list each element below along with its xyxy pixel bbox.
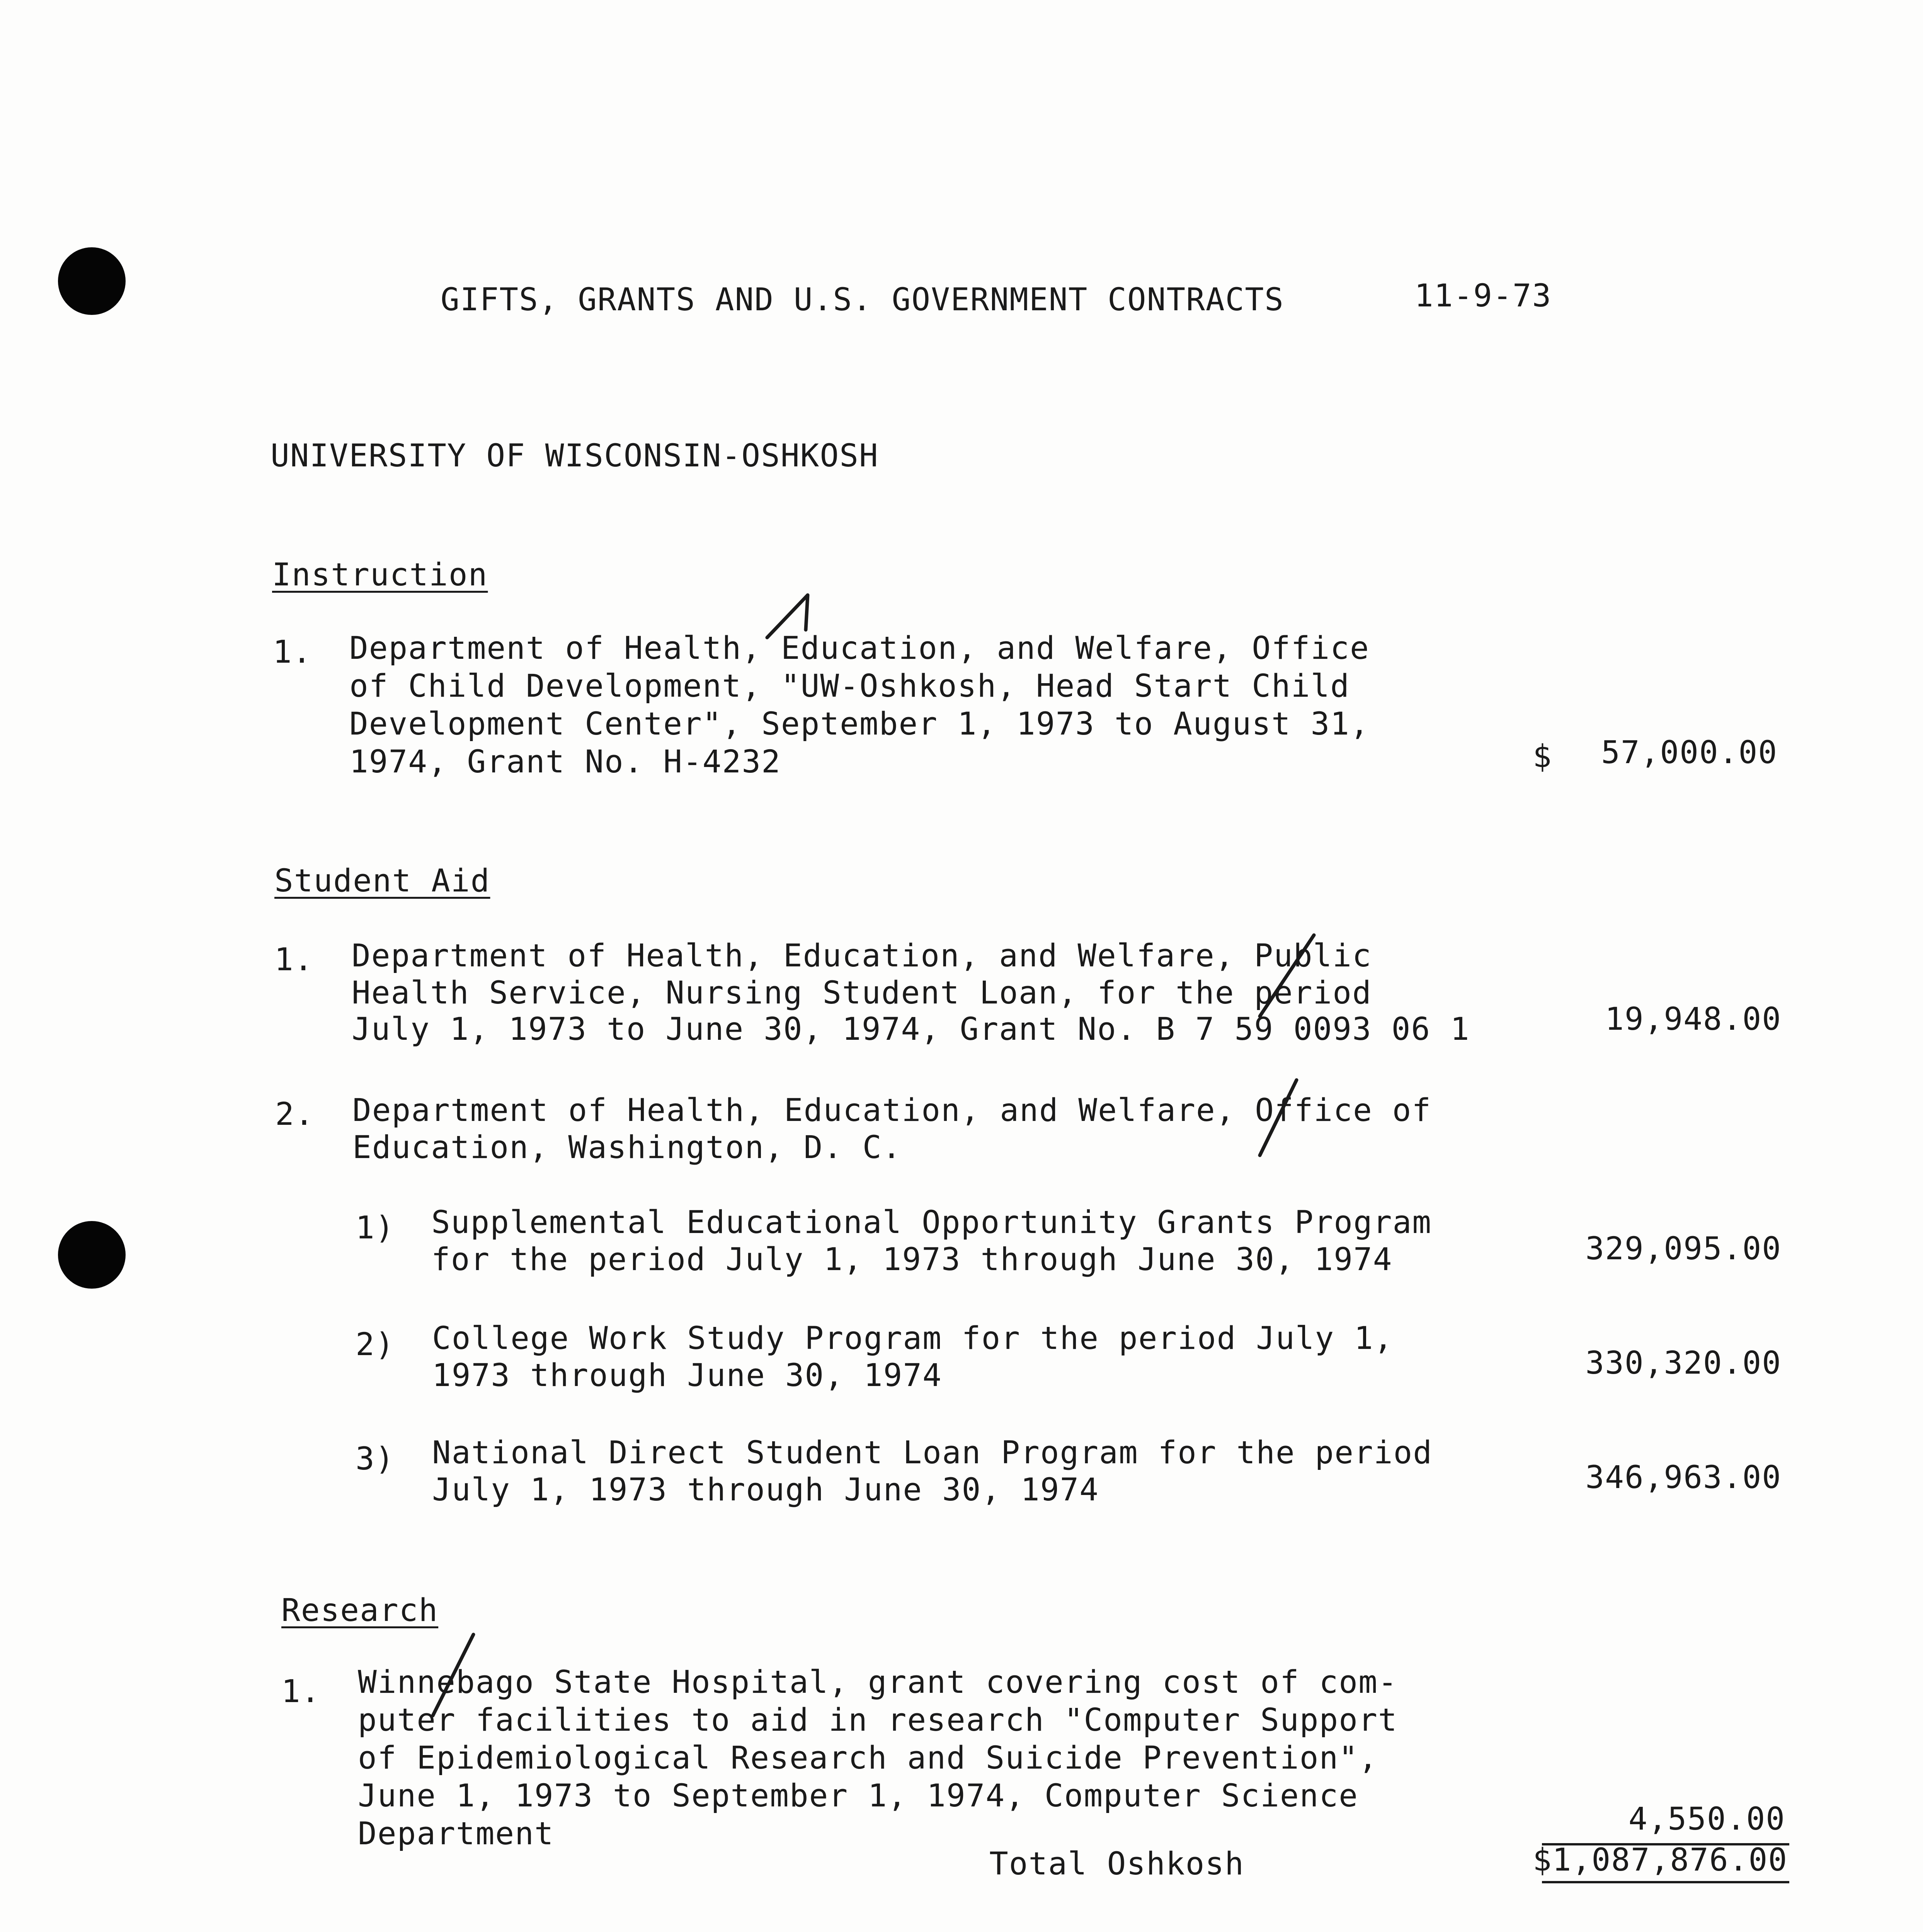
institution-name: UNIVERSITY OF WISCONSIN-OSHKOSH: [271, 438, 879, 474]
document-date: 11-9-73: [1414, 278, 1552, 314]
item-line: College Work Study Program for the period July 1,: [432, 1320, 1394, 1357]
check-mark-student-aid-2: [1260, 1080, 1297, 1155]
check-mark-student-aid-1: [1260, 935, 1314, 1016]
item-number: 1.: [273, 634, 312, 670]
sub-item-number: 1): [356, 1210, 395, 1246]
item-line: Winnebago State Hospital, grant covering cost of com-: [358, 1664, 1398, 1701]
document-title: GIFTS, GRANTS AND U.S. GOVERNMENT CONTRACTS: [441, 282, 1284, 318]
item-line: July 1, 1973 through June 30, 1974: [432, 1472, 1099, 1508]
item-amount: 329,095.00: [1585, 1231, 1782, 1267]
sub-item-number: 2): [356, 1327, 395, 1363]
item-line: of Child Development, "UW-Oshkosh, Head Start Child: [349, 668, 1350, 704]
section-heading-instruction: Instruction: [272, 557, 488, 593]
total-amount: $1,087,876.00: [1533, 1842, 1788, 1878]
check-mark-instruction: [767, 595, 808, 638]
section-heading-student-aid: Student Aid: [274, 863, 490, 899]
item-line: Supplemental Educational Opportunity Grants Program: [431, 1204, 1432, 1241]
item-line: Department of Health, Education, and Welfare, Public: [352, 938, 1372, 974]
item-amount: 330,320.00: [1585, 1345, 1782, 1381]
item-line: Department of Health, Education, and Welfare, Office of: [352, 1092, 1432, 1129]
total-label: Total Oshkosh: [989, 1846, 1244, 1882]
item-line: National Direct Student Loan Program for the period: [432, 1435, 1433, 1471]
section-heading-research: Research: [281, 1592, 439, 1629]
item-line: Development Center", September 1, 1973 to August 31,: [349, 706, 1370, 742]
item-line: June 1, 1973 to September 1, 1974, Computer Science: [358, 1778, 1359, 1814]
item-amount: 346,963.00: [1585, 1459, 1782, 1496]
currency-symbol: $: [1533, 738, 1552, 775]
item-line: for the period July 1, 1973 through June 30, 1974: [431, 1242, 1393, 1278]
item-line: Department of Health, Education, and Welfare, Office: [349, 630, 1370, 667]
item-line: July 1, 1973 to June 30, 1974, Grant No. B 7 59 0093 06 1: [352, 1011, 1470, 1048]
check-mark-research: [433, 1634, 473, 1716]
item-number: 1.: [281, 1673, 321, 1710]
item-number: 1.: [274, 942, 314, 978]
item-line: of Epidemiological Research and Suicide Prevention",: [358, 1740, 1378, 1776]
item-line: Department: [358, 1816, 554, 1852]
item-amount: 57,000.00: [1601, 735, 1778, 771]
sub-item-number: 3): [356, 1441, 395, 1477]
item-line: 1974, Grant No. H-4232: [349, 744, 781, 780]
item-line: Education, Washington, D. C.: [352, 1129, 902, 1166]
item-number: 2.: [275, 1096, 315, 1133]
item-line: Health Service, Nursing Student Loan, for the period: [352, 975, 1372, 1011]
item-line: 1973 through June 30, 1974: [432, 1357, 942, 1394]
item-amount: 19,948.00: [1605, 1001, 1782, 1037]
item-line: puter facilities to aid in research "Computer Support: [358, 1702, 1398, 1738]
item-amount: 4,550.00: [1628, 1801, 1785, 1837]
